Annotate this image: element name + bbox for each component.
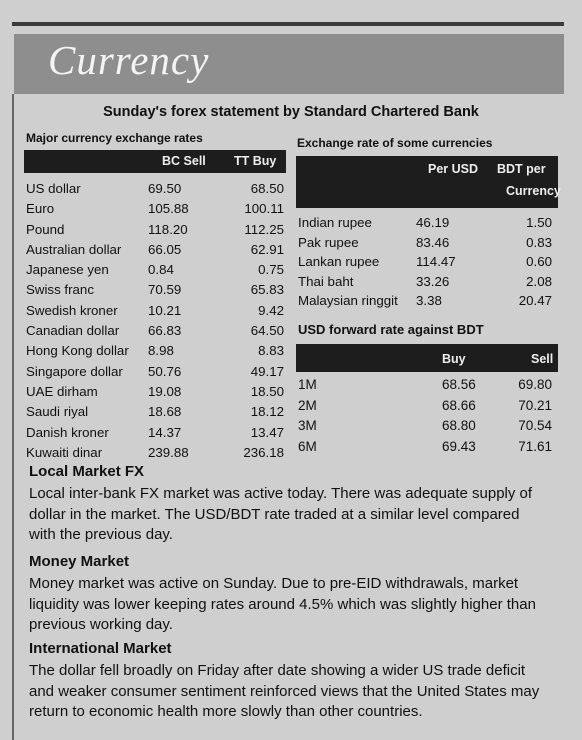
tt-buy-value: 0.75 [258, 262, 284, 278]
buy-value: 69.43 [442, 438, 476, 454]
currency-name: Japanese yen [26, 262, 109, 278]
table-row [298, 233, 556, 253]
bc-sell-value: 66.83 [148, 323, 182, 339]
local-market-text [29, 484, 569, 546]
bdt-per-currency-value: 0.83 [526, 234, 552, 250]
term-label: 2M [298, 397, 317, 413]
bc-sell-value: 69.50 [148, 181, 182, 196]
paragraph-line: dollar in the market. The USD/BDT rate traded at a similar level compared [29, 505, 520, 523]
table-row [26, 199, 288, 219]
table-row [26, 321, 288, 341]
paragraph-line: with the previous day. [29, 526, 173, 544]
per-usd-value: 33.26 [416, 273, 450, 289]
tt-buy-value: 18.50 [250, 383, 284, 399]
table-row [298, 213, 556, 233]
local-market-heading: Local Market FX [29, 463, 145, 480]
table-row [298, 416, 556, 437]
tt-buy-value: 68.50 [250, 181, 284, 196]
currency-name: Swedish kroner [26, 302, 118, 318]
major-table-header [24, 150, 286, 173]
tt-buy-value: 9.42 [258, 302, 284, 318]
tt-buy-value: 65.83 [250, 282, 284, 298]
bc-sell-value: 0.84 [148, 262, 174, 278]
table-row [26, 220, 288, 240]
bc-sell-value: 118.20 [148, 221, 188, 237]
currency-name: Swiss franc [26, 282, 94, 298]
some-table-body [298, 213, 556, 311]
table-row [26, 260, 288, 280]
sell-value: 70.54 [518, 418, 552, 433]
major-table-label: Major currency exchange rates [26, 131, 203, 145]
tt-buy-value: 100.11 [244, 201, 284, 217]
article-subtitle: Sunday's forex statement by Standard Chartered Bank [103, 104, 479, 120]
buy-value: 68.66 [442, 397, 476, 413]
currency-name: Lankan rupee [298, 254, 380, 269]
bdt-per-currency-value: 1.50 [526, 215, 552, 230]
paragraph-line: Money market was active on Sunday. Due to pre-EID withdrawals, market [29, 575, 519, 592]
table-row [26, 301, 288, 321]
table-row [298, 375, 556, 396]
paragraph-line: The dollar fell broadly on Friday after date showing a wider US trade deficit [29, 662, 526, 679]
currency-name: Thai baht [298, 273, 354, 289]
currency-name: Euro [26, 201, 55, 217]
tt-buy-value: 64.50 [250, 323, 284, 339]
international-market-heading: International Market [29, 640, 172, 657]
table-row [26, 443, 288, 463]
banner-title: Currency [48, 37, 210, 83]
tt-buy-value: 18.12 [250, 404, 284, 420]
international-market-text [29, 661, 569, 723]
bdt-per-currency-value: 20.47 [518, 293, 552, 308]
currency-name: Saudi riyal [26, 404, 89, 420]
bc-sell-value: 8.98 [148, 343, 174, 359]
bc-sell-value: 105.88 [148, 201, 189, 217]
money-market-heading: Money Market [29, 553, 130, 570]
currency-name: Danish kroner [26, 424, 109, 440]
table-row [26, 341, 288, 361]
currency-name: Kuwaiti dinar [26, 444, 103, 460]
currency-name: Pak rupee [298, 234, 359, 250]
forward-table-body [298, 375, 556, 457]
header-currency: Currency [506, 184, 561, 198]
table-row [26, 382, 288, 402]
forward-table-label: USD forward rate against BDT [298, 322, 484, 337]
bc-sell-value: 70.59 [148, 282, 182, 298]
header-bc-sell: BC Sell [162, 154, 206, 168]
paragraph-line: and weaker consumer sentiment reinforced views that the United States may [29, 682, 540, 700]
term-label: 6M [298, 438, 317, 454]
per-usd-value: 46.19 [416, 215, 450, 230]
bc-sell-value: 14.37 [148, 424, 182, 440]
some-table-header [296, 156, 561, 208]
term-label: 3M [298, 418, 317, 433]
currency-name: UAE dirham [26, 383, 98, 399]
currency-name: Indian rupee [298, 215, 372, 230]
tt-buy-value: 62.91 [250, 241, 284, 257]
tt-buy-value: 13.47 [250, 424, 284, 440]
table-row [26, 240, 288, 260]
major-table-body [26, 179, 288, 463]
top-rule [12, 22, 564, 26]
tt-buy-value: 112.25 [244, 221, 284, 237]
bdt-per-currency-value: 2.08 [526, 273, 552, 289]
header-sell: Sell [531, 352, 554, 366]
per-usd-value: 3.38 [416, 293, 442, 308]
header-tt-buy: TT Buy [234, 154, 277, 168]
table-row [298, 396, 556, 417]
currency-name: Australian dollar [26, 241, 122, 257]
currency-name: Hong Kong dollar [26, 343, 129, 359]
currency-name: Canadian dollar [26, 323, 120, 339]
table-row [298, 272, 556, 292]
bc-sell-value: 10.21 [148, 302, 182, 318]
paragraph-line: previous working day. [29, 616, 173, 634]
bc-sell-value: 18.68 [148, 404, 182, 420]
currency-name: Singapore dollar [26, 363, 123, 379]
bc-sell-value: 239.88 [148, 444, 189, 460]
table-row [26, 402, 288, 422]
table-row [298, 437, 556, 458]
tt-buy-value: 49.17 [250, 363, 284, 379]
bc-sell-value: 19.08 [148, 383, 182, 399]
header-buy: Buy [442, 352, 466, 366]
table-row [298, 252, 556, 272]
term-label: 1M [298, 377, 317, 392]
sell-value: 70.21 [518, 397, 552, 413]
currency-name: Malaysian ringgit [298, 293, 398, 308]
header-per-usd: Per USD [428, 162, 479, 176]
section-banner [14, 34, 564, 94]
header-bdt-per: BDT per [497, 162, 546, 176]
table-row [26, 423, 288, 443]
paragraph-line: Local inter-bank FX market was active today. There was adequate supply of [29, 485, 533, 502]
some-table-label: Exchange rate of some currencies [297, 136, 493, 150]
left-rule [12, 94, 14, 740]
currency-name: US dollar [26, 181, 81, 196]
forward-table-header [296, 344, 558, 372]
sell-value: 69.80 [518, 377, 552, 392]
buy-value: 68.56 [442, 377, 476, 392]
buy-value: 68.80 [442, 418, 476, 433]
tt-buy-value: 236.18 [243, 444, 284, 460]
per-usd-value: 83.46 [416, 234, 450, 250]
bc-sell-value: 50.76 [148, 363, 182, 379]
sell-value: 71.61 [518, 438, 552, 454]
bc-sell-value: 66.05 [148, 241, 182, 257]
paragraph-line: liquidity was lower keeping rates around 4.5% which was slightly higher than [29, 595, 536, 613]
currency-name: Pound [26, 221, 65, 237]
table-row [26, 362, 288, 382]
table-row [26, 179, 288, 199]
bdt-per-currency-value: 0.60 [526, 254, 552, 269]
table-row [26, 280, 288, 300]
table-row [298, 291, 556, 311]
paragraph-line: return to economic health more slowly than other countries. [29, 703, 423, 721]
tt-buy-value: 8.83 [258, 343, 284, 359]
money-market-text [29, 574, 569, 636]
per-usd-value: 114.47 [416, 254, 456, 269]
